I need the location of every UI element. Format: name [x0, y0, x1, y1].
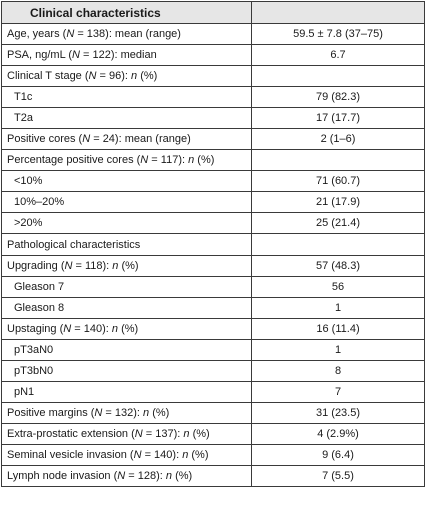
table-row	[2, 24, 425, 45]
row-value-t2a: 17 (17.7)	[252, 108, 425, 129]
row-label-pt3an0: pT3aN0	[2, 340, 252, 361]
table-row	[2, 66, 425, 87]
row-label-extra-prostatic-extension: Extra-prostatic extension (N = 137): n (%)	[2, 424, 252, 445]
table-row	[2, 256, 425, 277]
row-label-pt3bn0: pT3bN0	[2, 361, 252, 382]
row-label-percentage-positive-cores: Percentage positive cores (N = 117): n (%)	[2, 150, 252, 171]
row-value-lt10: 71 (60.7)	[252, 171, 425, 192]
row-label-t1c: T1c	[2, 87, 252, 108]
table-row	[2, 466, 425, 487]
table-row	[2, 403, 425, 424]
row-value-gleason7: 56	[252, 277, 425, 298]
table-row	[2, 445, 425, 466]
row-label-lt10: <10%	[2, 171, 252, 192]
table-row	[2, 171, 425, 192]
row-label-10to20: 10%–20%	[2, 192, 252, 213]
table-row	[2, 87, 425, 108]
table-row	[2, 45, 425, 66]
row-value-pt3bn0: 8	[252, 361, 425, 382]
table-row	[2, 150, 425, 171]
row-value-positive-margins: 31 (23.5)	[252, 403, 425, 424]
row-label-lymph-node-invasion: Lymph node invasion (N = 128): n (%)	[2, 466, 252, 487]
row-value-upstaging: 16 (11.4)	[252, 319, 425, 340]
row-value-lymph-node-invasion: 7 (5.5)	[252, 466, 425, 487]
section-value-pathological	[252, 234, 425, 256]
row-value-gt20: 25 (21.4)	[252, 213, 425, 234]
row-value-pn1: 7	[252, 382, 425, 403]
row-label-clinical-t-stage: Clinical T stage (N = 96): n (%)	[2, 66, 252, 87]
row-value-positive-cores: 2 (1–6)	[252, 129, 425, 150]
table-row	[2, 361, 425, 382]
table-row	[2, 108, 425, 129]
row-label-gt20: >20%	[2, 213, 252, 234]
row-label-seminal-vesicle-invasion: Seminal vesicle invasion (N = 140): n (%)	[2, 445, 252, 466]
row-label-gleason8: Gleason 8	[2, 298, 252, 319]
row-value-t1c: 79 (82.3)	[252, 87, 425, 108]
row-label-age: Age, years (N = 138): mean (range)	[2, 24, 252, 45]
table-row	[2, 213, 425, 234]
section-row-pathological	[2, 234, 425, 256]
row-label-pn1: pN1	[2, 382, 252, 403]
table-row	[2, 424, 425, 445]
value-column-header	[252, 2, 425, 24]
row-value-psa: 6.7	[252, 45, 425, 66]
table-row	[2, 382, 425, 403]
row-label-positive-margins: Positive margins (N = 132): n (%)	[2, 403, 252, 424]
table-row	[2, 319, 425, 340]
row-value-clinical-t-stage	[252, 66, 425, 87]
row-value-10to20: 21 (17.9)	[252, 192, 425, 213]
table-title: Clinical characteristics	[2, 2, 252, 24]
row-value-seminal-vesicle-invasion: 9 (6.4)	[252, 445, 425, 466]
row-value-percentage-positive-cores	[252, 150, 425, 171]
row-label-upstaging: Upstaging (N = 140): n (%)	[2, 319, 252, 340]
row-value-pt3an0: 1	[252, 340, 425, 361]
row-label-t2a: T2a	[2, 108, 252, 129]
row-label-psa: PSA, ng/mL (N = 122): median	[2, 45, 252, 66]
row-label-upgrading: Upgrading (N = 118): n (%)	[2, 256, 252, 277]
table-row	[2, 192, 425, 213]
row-label-gleason7: Gleason 7	[2, 277, 252, 298]
table-header-row	[2, 2, 425, 24]
clinical-characteristics-table	[1, 1, 425, 487]
row-label-positive-cores: Positive cores (N = 24): mean (range)	[2, 129, 252, 150]
row-value-gleason8: 1	[252, 298, 425, 319]
table-row	[2, 277, 425, 298]
table-row	[2, 340, 425, 361]
table-row	[2, 129, 425, 150]
row-value-extra-prostatic-extension: 4 (2.9%)	[252, 424, 425, 445]
row-value-upgrading: 57 (48.3)	[252, 256, 425, 277]
row-value-age: 59.5 ± 7.8 (37–75)	[252, 24, 425, 45]
table-row	[2, 298, 425, 319]
section-label-pathological: Pathological characteristics	[2, 234, 252, 256]
